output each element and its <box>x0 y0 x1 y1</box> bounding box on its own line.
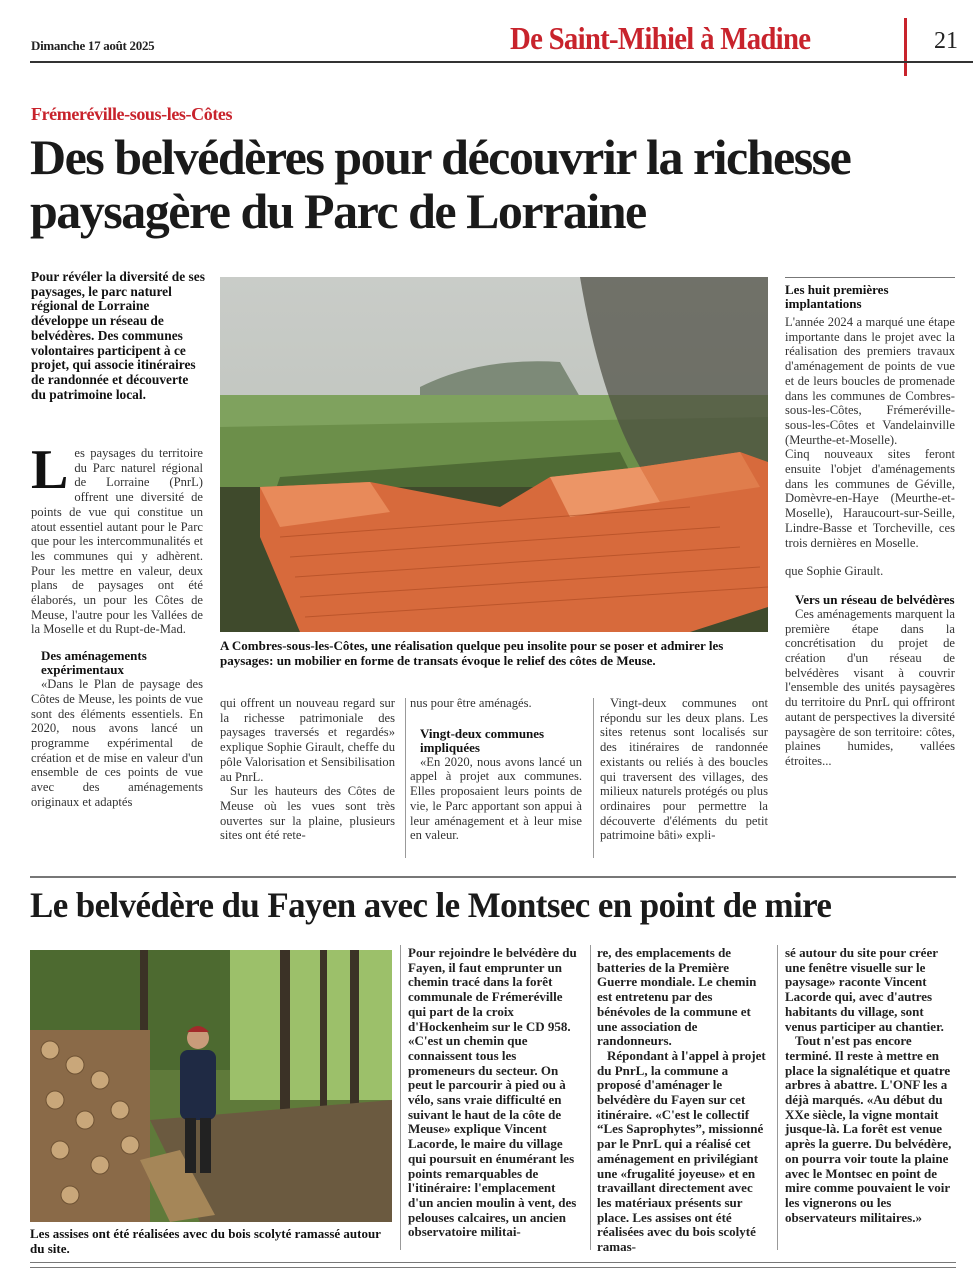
sidebar-column <box>785 283 955 769</box>
article-lead: Pour révéler la diversité de ses paysages, le parc naturel régional de Lorraine développe un réseau de belvédères. Des communes volontaires participent à ce projet, qui associe itinéraires de randonnée et découverte du patrimoine local. <box>31 269 205 402</box>
paragraph: Tout n'est pas encore terminé. Il reste à mettre en place la signalétique et quatre arbres à abattre. L'ONF les a déjà marqués. «Au début du XXe siècle, la vigne montait jusque-là. La forêt est venue après la guerre. Du belvédère, on pourra voir toute la plaine avec le Montsec en point de mire comme pouvaient le voir les vignerons ou les observateurs militaires.» <box>785 1033 952 1225</box>
paragraph: Ces aménagements marquent la première étape dans la concrétisation du projet de création d'un réseau de belvédères visant à couvrir l'ensemble des unités paysagères du territoire du PnrL qui offriront autant de perspectives la diversité paysagère de son territoire: côtes, plaines humides, vallées étroites... <box>785 606 955 768</box>
paragraph: re, des emplacements de batteries de la Première Guerre mondiale. Le chemin est entretenu par des bénévoles de la commune et une association de randonneurs. <box>597 945 757 1049</box>
paragraph: Répondant à l'appel à projet du PnrL, la commune a proposé d'aménager le belvédère du Fayen sur cet itinéraire. «C'est le collectif “Les Saprophytes”, missionné par le PnrL qui a réalisé cet aménagement en privilégiant une «frugalité joyeuse» et en travaillant directement avec les matériaux présents sur place. Les assises ont été réalisées avec du bois scolyté ramas- <box>597 1047 766 1255</box>
article2-column-2 <box>597 946 769 1255</box>
article2-column-1 <box>408 946 580 1240</box>
article-column-3 <box>410 696 582 843</box>
issue-date: Dimanche 17 août 2025 <box>31 38 155 53</box>
paragraph: es paysages du territoire du Parc naturel régional de Lorraine (PnrL) offrent une diversité de points de vue qui constitue un atout essentiel autant pour le Parc que pour les intercommunalités et les communes qui y adhèrent. Pour les mettre en valeur, deux plans de paysages ont été élaborés, un pour les Côtes de Meuse, l'autre pour les Vallées de la Moselle et du Rupt-de-Mad. <box>31 446 203 637</box>
paragraph: nus pour être aménagés. <box>410 696 532 710</box>
photo-caption: Les assises ont été réalisées avec du bois scolyté ramassé autour du site. <box>30 1226 381 1256</box>
paragraph: «En 2020, nous avons lancé un appel à projet aux communes. Elles proposaient leurs points de vie, le Parc apportant son appui à leur aménagement et à leur mise en valeur. <box>410 754 582 843</box>
paragraph: Vingt-deux communes ont répondu sur les deux plans. Les sites retenus sont localisés sur des itinéraires de randonnée existants ou reliés à des boucles qui traversent des villages, des milieux naturels protégés ou plus ordinaires pour permettre la découverte d'éléments du petit patrimoine bâti» expli- <box>600 696 768 843</box>
subheading: Des aménagements expérimentaux <box>41 648 147 678</box>
article-column-4 <box>600 696 768 843</box>
page-number: 21 <box>934 28 958 54</box>
paragraph: L'année 2024 a marqué une étape importante dans le projet avec la réalisation des premiers travaux d'aménagement de points de vue et de leurs boucles de promenade dans les communes de Combres-sous-les-Côtes, Frémeréville-sous-les-Côtes et Vandelainville (Meurthe-et-Moselle). <box>785 315 955 447</box>
footer-rule <box>30 1262 956 1263</box>
paragraph: Cinq nouveaux sites feront ensuite l'objet d'aménagements dans les communes de Géville, Domèvre-en-Haye (Meurthe-et-Moselle), Haraucourt-sur-Seille, Lindre-Basse et Torcheville, ces trois dernières en Moselle. <box>785 447 955 550</box>
column-rule <box>400 945 401 1250</box>
paragraph: «C'est un chemin que connaissent tous les promeneurs du secteur. On peut le parcourir à pied ou à vélo, sans vraie difficulté en suivant le haut de la côte de Meuse» explique Vincent Lacorde, le maire du village qui poursuit en énumérant les points remarquables de l'itinéraire: l'emplacement d'un ancien moulin à vent, des pelouses calcaires, un ancien observatoire militai- <box>408 1033 577 1240</box>
subheading: Vers un réseau de belvédères <box>795 591 955 607</box>
column-rule <box>593 698 594 858</box>
subheading: Les huit premières implantations <box>785 282 889 311</box>
column-rule <box>405 698 406 858</box>
paragraph: qui offrent un nouveau regard sur la richesse patrimoniale des paysages traversés et regardés» explique Sophie Girault, cheffe du pôle Valorisation et Sensibilisation au PnrL. <box>220 696 396 784</box>
header-rule <box>30 61 973 63</box>
article-column-2 <box>220 696 395 843</box>
footer-rule <box>30 1267 956 1268</box>
article-divider <box>30 876 956 878</box>
paragraph: que Sophie Girault. <box>785 564 884 579</box>
article2-headline: Le belvédère du Fayen avec le Montsec en point de mire <box>30 885 832 925</box>
section-title: De Saint-Mihiel à Madine <box>510 20 811 56</box>
column-rule <box>777 945 778 1250</box>
article-kicker: Frémeréville-sous-les-Côtes <box>31 104 233 124</box>
subheading: Vingt-deux communes impliquées <box>420 725 545 755</box>
article2-column-3 <box>785 946 957 1225</box>
paragraph: «Dans le Plan de paysage des Côtes de Meuse, les points de vue sont des éléments essentiels. En 2020, nous avons lancé un programme expérimental de création et de mise en valeur d'un ensemble de ces points de vue avec des aménagements originaux et adaptés <box>31 677 203 809</box>
article-headline: Des belvédères pour découvrir la richesse paysagère du Parc de Lorraine <box>30 129 851 239</box>
paragraph: Pour rejoindre le belvédère du Fayen, il faut emprunter un chemin tracé dans la forêt communale de Frémeréville qui part de la croix d'Hockenheim sur le CD 958. <box>408 945 577 1034</box>
photo-caption: A Combres-sous-les-Côtes, une réalisation quelque peu insolite pour se poser et admirer les paysages: un mobilier en forme de transats évoque le relief des côtes de Meuse. <box>220 638 724 668</box>
column-rule <box>590 945 591 1250</box>
forest-photo <box>30 950 392 1222</box>
drop-cap: L <box>31 439 69 501</box>
article-column-1 <box>31 439 203 809</box>
paragraph: Sur les hauteurs des Côtes de Meuse où les vues sont très ouvertes sur la plaine, plusieurs sites ont été rete- <box>220 784 395 843</box>
belvedere-photo <box>220 277 768 632</box>
sidebar-rule <box>785 277 955 278</box>
paragraph: sé autour du site pour créer une fenêtre visuelle sur le paysage» raconte Vincent Lacorde qui, avec d'autres habitants du village, sont venus participer au chantier. <box>785 945 944 1034</box>
section-divider <box>904 18 907 76</box>
